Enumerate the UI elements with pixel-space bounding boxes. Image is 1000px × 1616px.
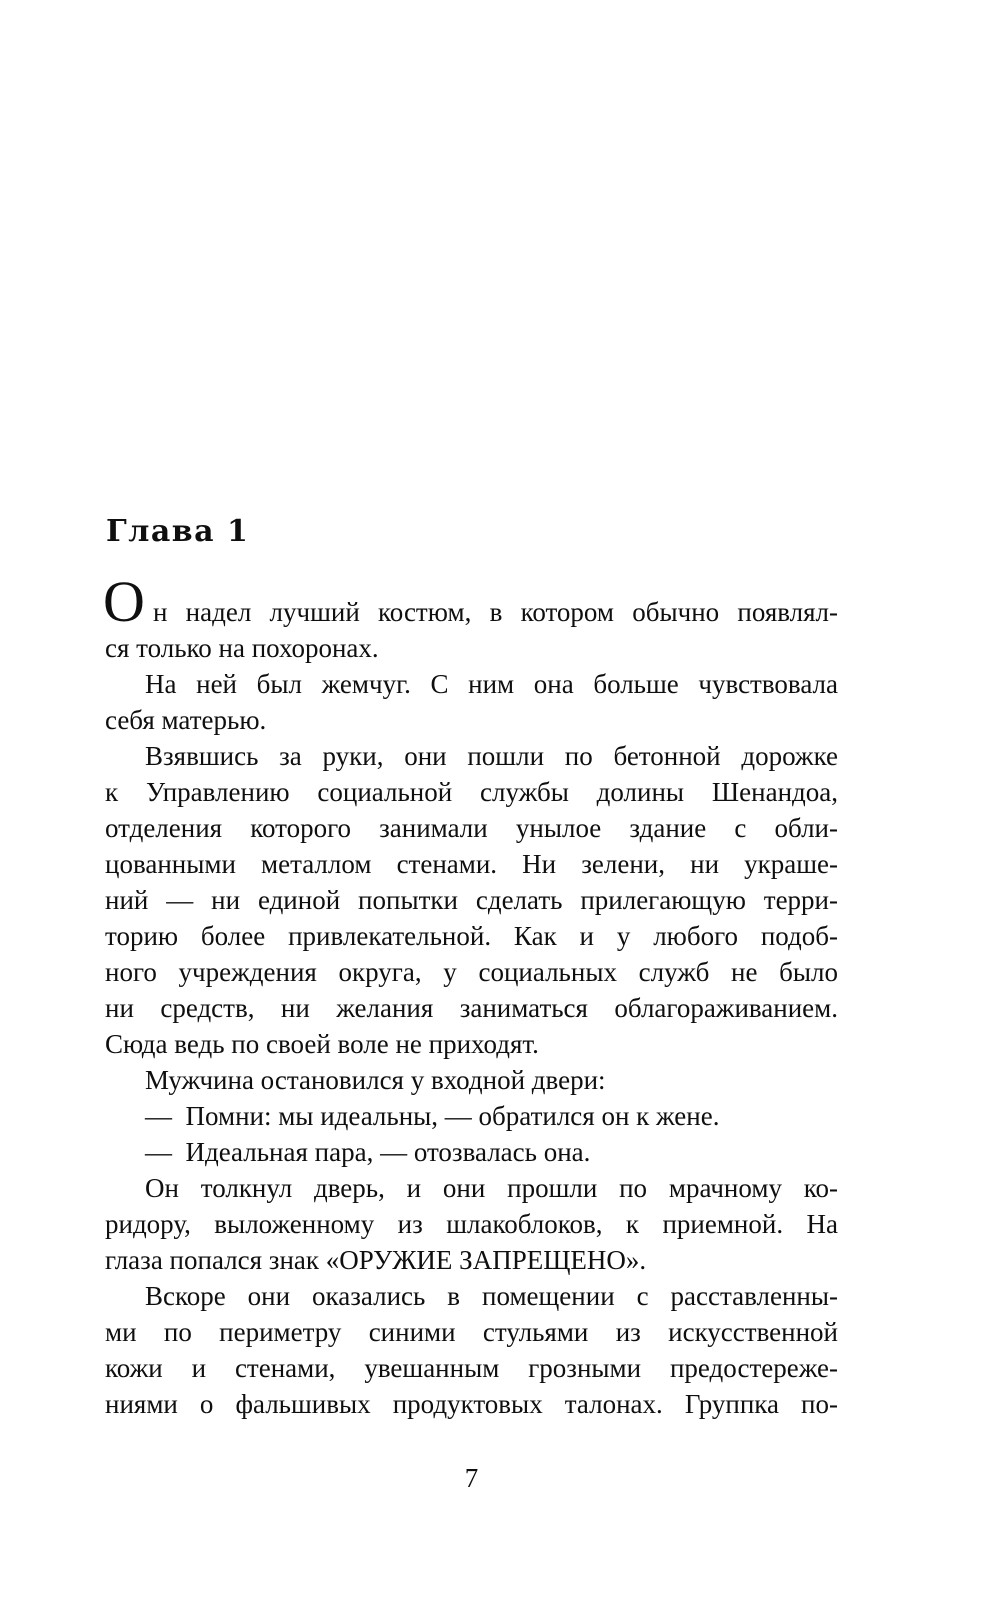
text-line: к Управлению социальной службы долины Шенандоа,: [105, 777, 838, 807]
text-line: кожи и стенами, увешанным грозными предостереже-: [105, 1353, 838, 1383]
text-line: Сюда ведь по своей воле не приходят.: [105, 1029, 539, 1059]
text-line: Взявшись за руки, они пошли по бетонной дорожке: [145, 741, 838, 771]
body-text: [103, 569, 838, 1422]
text-line: отделения которого занимали унылое здание с обли-: [105, 813, 838, 843]
drop-cap: О: [103, 569, 145, 634]
text-line: торию более привлекательной. Как и у любого подоб-: [105, 921, 838, 951]
text-line: На ней был жемчуг. С ним она больше чувствовала: [145, 669, 838, 699]
text-line: глаза попался знак «ОРУЖИЕ ЗАПРЕЩЕНО».: [105, 1245, 647, 1275]
text-line: цованными металлом стенами. Ни зелени, ни украше-: [105, 849, 838, 879]
text-line: — Помни: мы идеальны, — обратился он к жене.: [145, 1101, 720, 1131]
page-number: 7: [464, 1463, 479, 1493]
first-line-text: н надел лучший костюм, в котором обычно появлял-: [153, 597, 838, 627]
text-line: ся только на похоронах.: [105, 633, 379, 663]
text-line: ниями о фальшивых продуктовых талонах. Группка по-: [105, 1389, 838, 1419]
text-line: — Идеальная пара, — отозвалась она.: [145, 1137, 591, 1167]
text-line: Вскоре они оказались в помещении с расставленны-: [145, 1281, 838, 1311]
text-line: ного учреждения округа, у социальных служб не было: [105, 957, 838, 987]
text-line: себя матерью.: [105, 705, 267, 735]
chapter-heading: Глава 1: [106, 514, 250, 549]
text-line: ний — ни единой попытки сделать прилегающую терри-: [105, 885, 838, 915]
text-line: [103, 569, 838, 634]
text-line: ми по периметру синими стульями из искусственной: [105, 1317, 838, 1347]
text-line: ридору, выложенному из шлакоблоков, к приемной. На: [105, 1209, 838, 1239]
text-line: ни средств, ни желания заниматься облагораживанием.: [105, 993, 838, 1023]
text-line: Мужчина остановился у входной двери:: [145, 1065, 606, 1095]
text-line: Он толкнул дверь, и они прошли по мрачному ко-: [145, 1173, 838, 1203]
